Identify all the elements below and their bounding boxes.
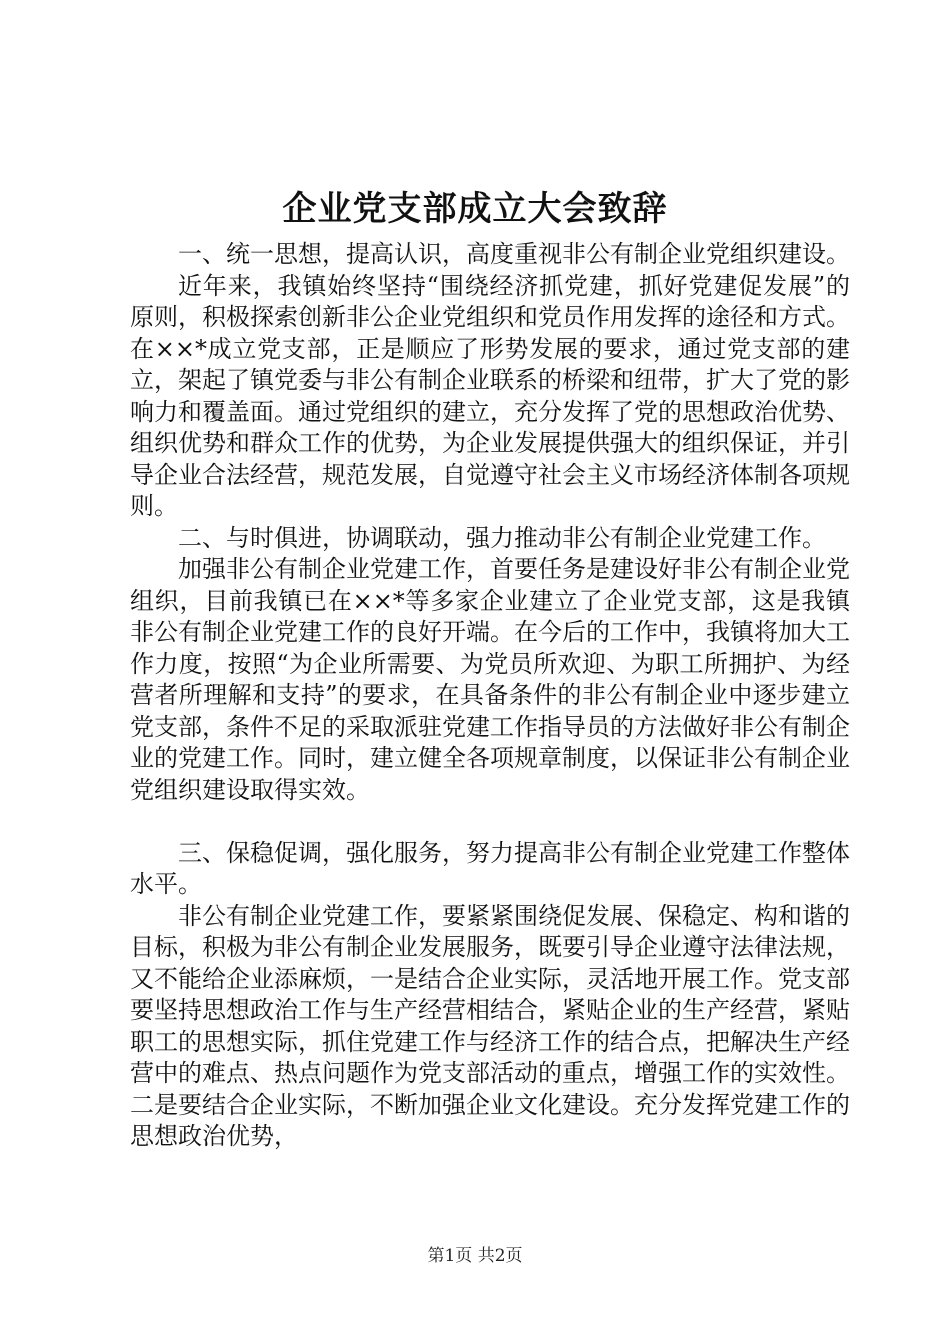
page-number-footer: 第1页 共2页 bbox=[427, 1246, 523, 1266]
section-heading-1: 一、统一思想，提高认识，高度重视非公有制企业党组织建设。 bbox=[178, 240, 850, 268]
body-paragraph-1: 近年来，我镇始终坚持“围绕经济抓党建，抓好党建促发展”的原则，积极探索创新非公企业党组织和党员作用发挥的途径和方式。在××*成立党支部，正是顺应了形势发展的要求，通过党支部的建立，架起了镇党委与非公有制企业联系的桥梁和纽带，扩大了党的影响力和覆盖面。通过党组织的建立，充分发挥了党的思想政治优势、组织优势和群众工作的优势，为企业发展提供强大的组织保证，并引导企业合法经营，规范发展，自觉遵守社会主义市场经济体制各项规则。 bbox=[130, 271, 850, 520]
section-heading-2: 二、与时俱进，协调联动，强力推动非公有制企业党建工作。 bbox=[178, 523, 826, 552]
section-heading-3: 三、保稳促调，强化服务，努力提高非公有制企业党建工作整体水平。 bbox=[130, 838, 850, 898]
document-body bbox=[130, 239, 850, 1153]
body-paragraph-3: 非公有制企业党建工作，要紧紧围绕促发展、保稳定、构和谐的目标，积极为非公有制企业发展服务，既要引导企业遵守法律法规，又不能给企业添麻烦，一是结合企业实际，灵活地开展工作。党支部要坚持思想政治工作与生产经营相结合，紧贴企业的生产经营，紧贴职工的思想实际，抓住党建工作与经济工作的结合点，把解决生产经营中的难点、热点问题作为党支部活动的重点，增强工作的实效性。二是要结合企业实际，不断加强企业文化建设。充分发挥党建工作的思想政治优势， bbox=[130, 901, 850, 1150]
body-paragraph-2: 加强非公有制企业党建工作，首要任务是建设好非公有制企业党组织，目前我镇已在××*等多家企业建立了企业党支部，这是我镇非公有制企业党建工作的良好开端。在今后的工作中，我镇将加大工作力度，按照“为企业所需要、为党员所欢迎、为职工所拥护、为经营者所理解和支持”的要求，在具备条件的非公有制企业中逐步建立党支部，条件不足的采取派驻党建工作指导员的方法做好非公有制企业的党建工作。同时，建立健全各项规章制度，以保证非公有制企业党组织建设取得实效。 bbox=[130, 555, 850, 804]
document-title: 企业党支部成立大会致辞 bbox=[282, 189, 668, 229]
paragraph-spacer bbox=[130, 806, 850, 838]
